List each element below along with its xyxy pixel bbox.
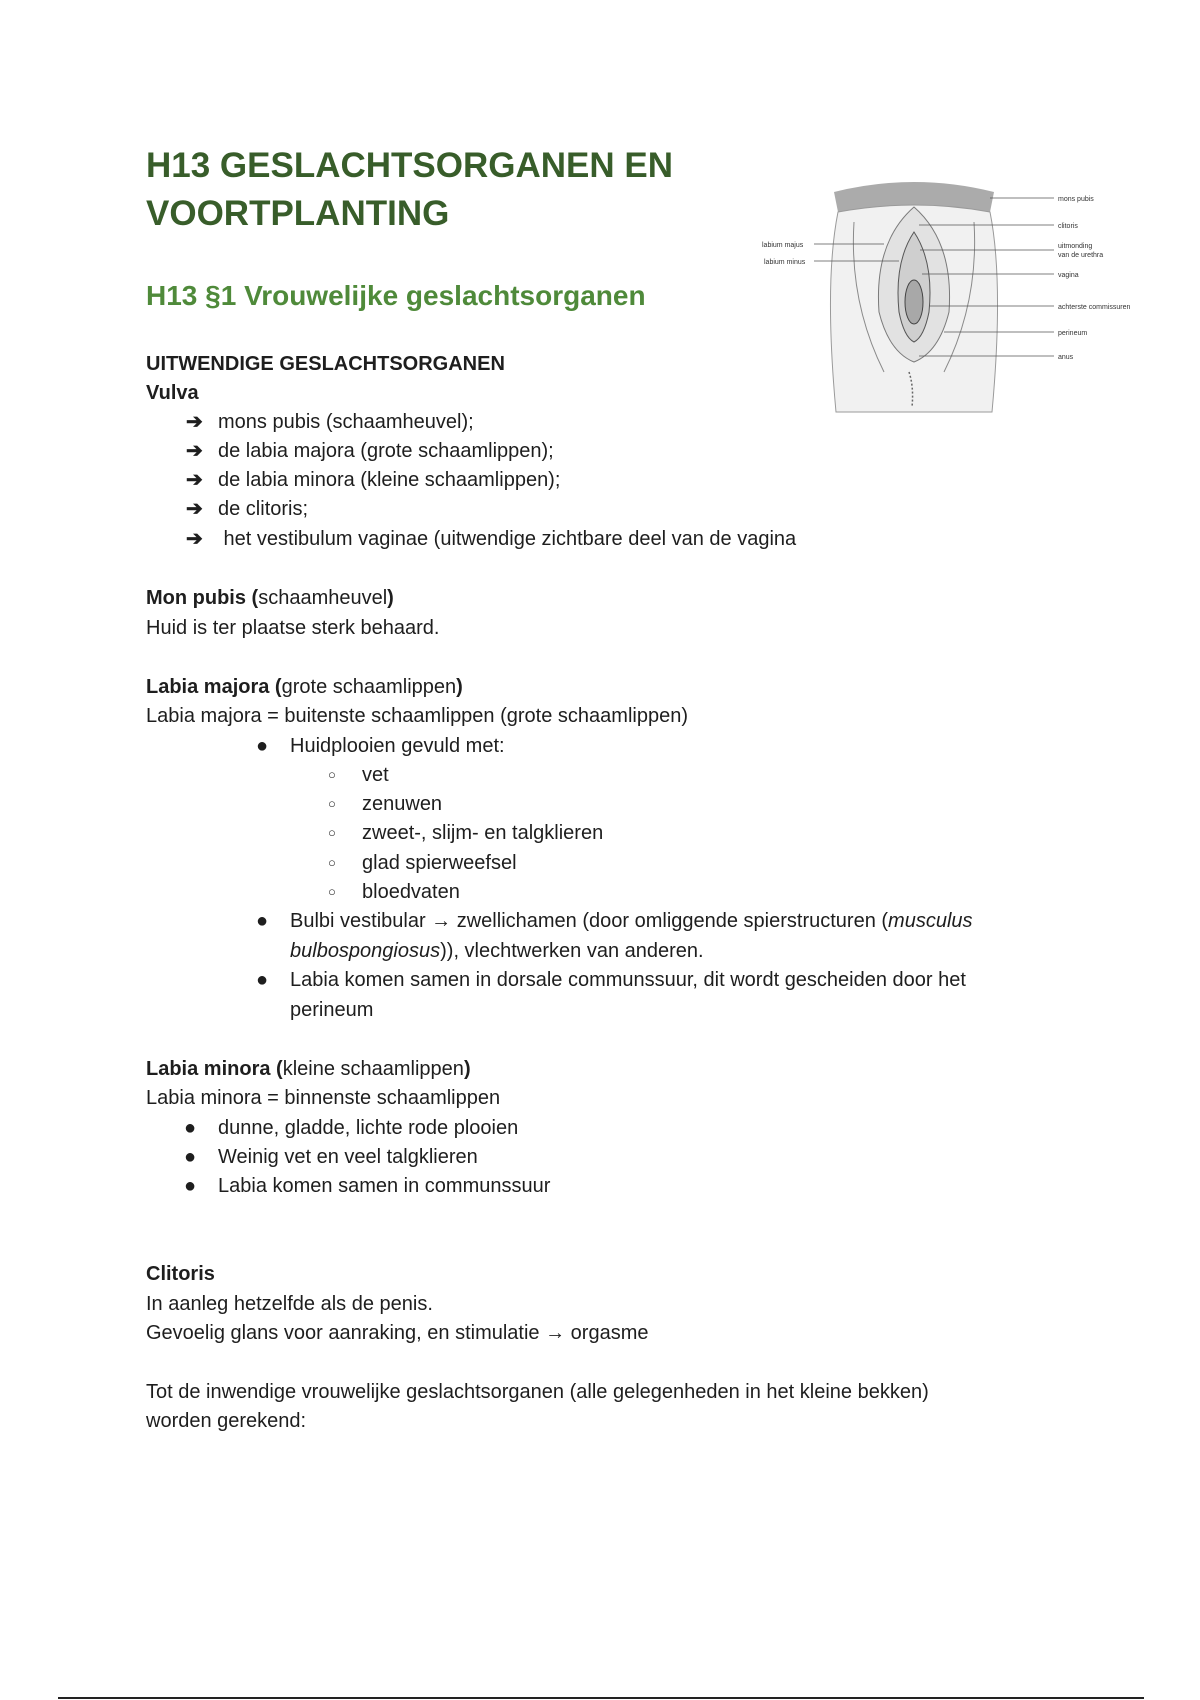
- clitoris-text: In aanleg hetzelfde als de penis.: [146, 1293, 433, 1315]
- majora-definition: Labia majora = buitenste schaamlippen (grote schaamlippen): [146, 705, 688, 727]
- anatomy-figure: [754, 162, 1131, 462]
- figure-label-anus: anus: [1058, 354, 1074, 361]
- circle-bullet-icon: ○: [328, 825, 336, 840]
- majora-bullet: Bulbi vestibular → zwellichamen (door omliggende spierstructuren (musculus: [290, 910, 973, 932]
- bullet-icon: ●: [184, 1146, 197, 1168]
- circle-bullet-icon: ○: [328, 855, 336, 870]
- figure-label-commissuren: achterste commissuren: [1058, 304, 1131, 311]
- minora-item: Labia komen samen in communssuur: [218, 1175, 551, 1197]
- bullet-icon: ●: [256, 735, 269, 757]
- mons-heading: Mon pubis (schaamheuvel): [146, 587, 394, 609]
- vulva-heading: Vulva: [146, 382, 199, 404]
- majora-subitem: zweet-, slijm- en talgklieren: [362, 822, 604, 844]
- majora-subitem: vet: [362, 764, 389, 786]
- figure-label-perineum: perineum: [1058, 330, 1088, 337]
- closing-text: worden gerekend:: [146, 1410, 307, 1432]
- vulva-item: de labia majora (grote schaamlippen);: [218, 440, 554, 462]
- document-title: H13 GESLACHTSORGANEN EN VOORTPLANTING: [146, 146, 674, 233]
- clitoris-text: Gevoelig glans voor aanraking, en stimulatie → orgasme: [146, 1322, 649, 1344]
- majora-bullet: Labia komen samen in dorsale communssuur, dit wordt gescheiden door het: [290, 969, 966, 991]
- minora-item: dunne, gladde, lichte rode plooien: [218, 1117, 519, 1139]
- arrow-icon: ➔: [186, 469, 203, 491]
- figure-label-urethra: van de urethra: [1058, 252, 1104, 259]
- majora-bullet: Huidplooien gevuld met:: [290, 735, 505, 757]
- arrow-icon: ➔: [186, 528, 203, 550]
- section-subtitle: H13 §1 Vrouwelijke geslachtsorganen: [146, 280, 646, 311]
- majora-bullet-continuation: bulbospongiosus)), vlechtwerken van anderen.: [290, 940, 704, 962]
- majora-heading: Labia majora (grote schaamlippen): [146, 676, 463, 698]
- figure-label-vagina: vagina: [1058, 272, 1079, 279]
- circle-bullet-icon: ○: [328, 796, 336, 811]
- figure-label-clitoris: clitoris: [1058, 223, 1078, 230]
- bullet-icon: ●: [184, 1175, 197, 1197]
- minora-item: Weinig vet en veel talgklieren: [218, 1146, 478, 1168]
- majora-subitem: glad spierweefsel: [362, 852, 517, 874]
- minora-definition: Labia minora = binnenste schaamlippen: [146, 1087, 501, 1109]
- majora-subitem: bloedvaten: [362, 881, 460, 903]
- vulva-item: de labia minora (kleine schaamlippen);: [218, 469, 561, 491]
- circle-bullet-icon: ○: [328, 884, 336, 899]
- figure-drawing: [830, 182, 997, 412]
- section-heading: UITWENDIGE GESLACHTSORGANEN: [146, 353, 505, 375]
- mons-text: Huid is ter plaatse sterk behaard.: [146, 617, 440, 639]
- figure-label-labium-majus: labium majus: [762, 242, 804, 249]
- arrow-icon: ➔: [186, 440, 203, 462]
- arrow-icon: ➔: [186, 411, 203, 433]
- vulva-item: het vestibulum vaginae (uitwendige zichtbare deel van de vagina: [218, 528, 797, 550]
- figure-label-labium-minus: labium minus: [764, 259, 806, 266]
- minora-heading: Labia minora (kleine schaamlippen): [146, 1058, 471, 1080]
- majora-bullet-continuation: perineum: [290, 999, 374, 1021]
- majora-subitem: zenuwen: [362, 793, 443, 815]
- bullet-icon: ●: [256, 910, 269, 932]
- circle-bullet-icon: ○: [328, 767, 336, 782]
- figure-label-mons-pubis: mons pubis: [1058, 196, 1094, 203]
- page-divider: [58, 1697, 1144, 1699]
- arrow-icon: ➔: [186, 498, 203, 520]
- figure-label-uitmonding: uitmonding: [1058, 243, 1093, 250]
- clitoris-heading: Clitoris: [146, 1263, 215, 1285]
- bullet-icon: ●: [184, 1117, 197, 1139]
- vulva-item: mons pubis (schaamheuvel);: [218, 411, 474, 433]
- closing-text: Tot de inwendige vrouwelijke geslachtsorganen (alle gelegenheden in het kleine bekken): [146, 1381, 929, 1403]
- vulva-item: de clitoris;: [218, 498, 309, 520]
- bullet-icon: ●: [256, 969, 269, 991]
